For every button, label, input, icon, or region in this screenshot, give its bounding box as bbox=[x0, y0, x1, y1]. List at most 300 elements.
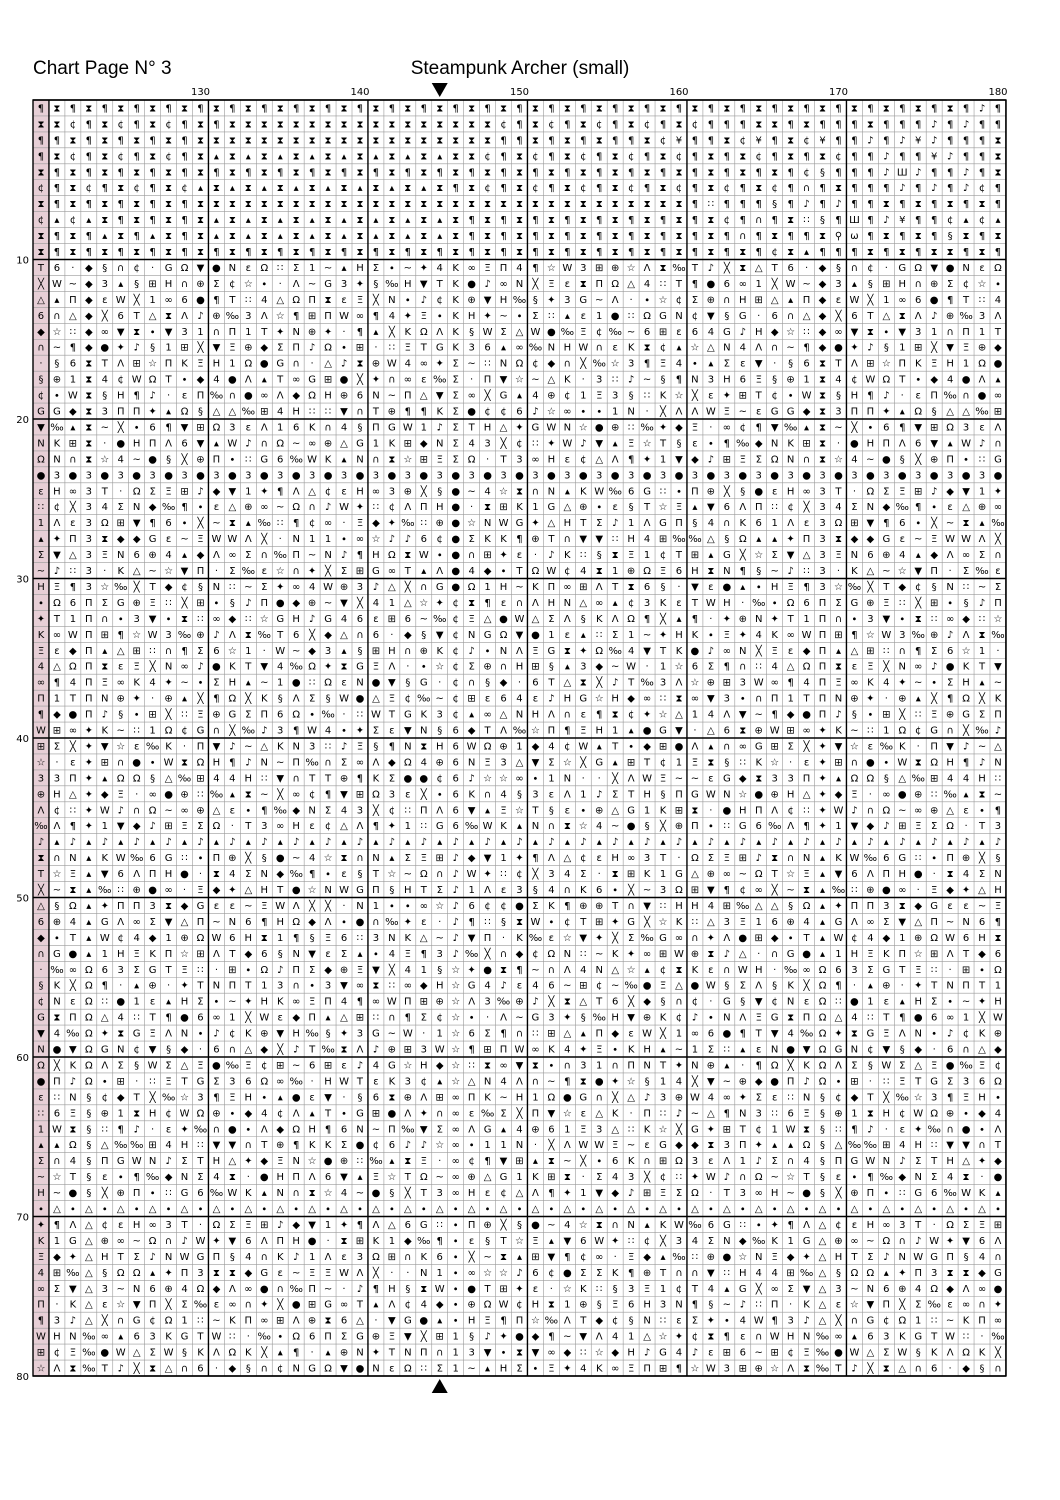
stitch-symbol: ▼ bbox=[276, 773, 285, 785]
stitch-symbol: Ξ bbox=[755, 1012, 762, 1024]
stitch-symbol: ⊞ bbox=[929, 773, 939, 785]
stitch-symbol: ¶ bbox=[739, 215, 746, 227]
stitch-symbol: Λ bbox=[611, 613, 619, 625]
stitch-symbol: ∞ bbox=[595, 597, 604, 609]
stitch-symbol: ⧗ bbox=[388, 247, 396, 259]
stitch-symbol: ¢ bbox=[643, 119, 651, 131]
stitch-symbol: Π bbox=[164, 948, 173, 960]
stitch-symbol: 6 bbox=[627, 1299, 635, 1311]
stitch-symbol: ∩ bbox=[436, 869, 444, 881]
stitch-symbol: Ω bbox=[164, 1315, 173, 1327]
stitch-symbol: 3 bbox=[627, 358, 635, 370]
stitch-symbol: ¢ bbox=[388, 805, 396, 817]
stitch-symbol: ✦ bbox=[786, 534, 795, 546]
stitch-symbol: § bbox=[277, 948, 283, 960]
stitch-symbol: 6 bbox=[787, 1108, 794, 1120]
stitch-symbol: ● bbox=[291, 677, 301, 689]
stitch-symbol: ε bbox=[676, 1315, 682, 1327]
stitch-symbol: ~ bbox=[291, 853, 301, 865]
stitch-symbol: ¢ bbox=[675, 151, 683, 163]
stitch-symbol: 6 bbox=[324, 1172, 332, 1184]
stitch-symbol: Λ bbox=[101, 1060, 109, 1072]
stitch-symbol: ⧗ bbox=[819, 390, 827, 402]
stitch-symbol: ∙ bbox=[771, 597, 778, 609]
stitch-symbol: § bbox=[628, 390, 634, 402]
stitch-symbol: ε bbox=[261, 566, 267, 578]
stitch-symbol: ▴ bbox=[469, 837, 475, 849]
stitch-symbol: ¢ bbox=[596, 119, 603, 131]
stitch-symbol: ~ bbox=[977, 581, 987, 593]
stitch-symbol: Λ bbox=[165, 438, 172, 450]
stitch-symbol: ∷ bbox=[69, 805, 77, 817]
stitch-symbol: 6 bbox=[787, 262, 794, 274]
stitch-symbol: ⧗ bbox=[340, 199, 348, 211]
stitch-symbol: ~ bbox=[914, 534, 923, 546]
stitch-symbol: T bbox=[691, 597, 698, 609]
stitch-symbol: Π bbox=[228, 326, 237, 338]
stitch-symbol: ¶ bbox=[819, 247, 826, 259]
stitch-symbol: K bbox=[484, 534, 491, 546]
stitch-symbol: ⊞ bbox=[483, 550, 492, 562]
stitch-symbol: ~ bbox=[563, 980, 572, 992]
stitch-symbol: ∷ bbox=[356, 1156, 364, 1168]
stitch-symbol: ¶ bbox=[899, 1012, 906, 1024]
stitch-symbol: ⧗ bbox=[165, 900, 173, 912]
stitch-symbol: Ω bbox=[834, 518, 843, 530]
stitch-symbol: Ξ bbox=[101, 550, 108, 562]
stitch-symbol: ¶ bbox=[452, 103, 459, 115]
stitch-symbol: ⧗ bbox=[468, 199, 476, 211]
stitch-symbol: N bbox=[356, 454, 364, 466]
stitch-symbol: · bbox=[438, 677, 442, 689]
stitch-symbol: ▴ bbox=[915, 550, 921, 562]
stitch-symbol: ε bbox=[979, 262, 985, 274]
stitch-symbol: ~ bbox=[435, 693, 444, 705]
stitch-symbol: ✦ bbox=[355, 278, 365, 290]
stitch-symbol: 4 bbox=[803, 1156, 810, 1168]
stitch-symbol: ¢ bbox=[899, 1108, 906, 1120]
stitch-symbol: ╳ bbox=[867, 1363, 874, 1375]
stitch-symbol: ∷ bbox=[723, 821, 731, 833]
stitch-symbol: · bbox=[438, 1156, 442, 1168]
stitch-symbol: ♪ bbox=[835, 709, 842, 721]
stitch-symbol: ∷ bbox=[627, 1235, 635, 1247]
stitch-symbol: ~ bbox=[276, 502, 285, 514]
stitch-symbol: · bbox=[804, 262, 809, 274]
stitch-symbol: ¶ bbox=[946, 1092, 954, 1104]
stitch-symbol: 4 bbox=[803, 677, 810, 689]
stitch-symbol: Ω bbox=[994, 262, 1002, 274]
stitch-symbol: Ω bbox=[691, 853, 699, 865]
stitch-symbol: ▼ bbox=[515, 629, 524, 641]
stitch-symbol: 6 bbox=[388, 1140, 396, 1152]
stitch-symbol: ⧗ bbox=[739, 262, 747, 274]
stitch-symbol: Ω bbox=[930, 932, 938, 944]
stitch-symbol: Ξ bbox=[978, 1219, 986, 1231]
stitch-symbol: 4 bbox=[468, 438, 475, 450]
stitch-symbol: ¶ bbox=[117, 135, 124, 147]
stitch-symbol: ∙ bbox=[324, 869, 332, 881]
stitch-symbol: ¶ bbox=[787, 677, 794, 689]
stitch-symbol: Π bbox=[515, 1315, 524, 1327]
stitch-symbol: ∙ bbox=[962, 454, 970, 466]
stitch-symbol: ▴ bbox=[261, 183, 267, 195]
stitch-symbol: Λ bbox=[978, 374, 986, 386]
stitch-symbol: ● bbox=[116, 996, 126, 1008]
stitch-symbol: ▼ bbox=[707, 693, 715, 705]
stitch-symbol: ╳ bbox=[660, 1028, 667, 1040]
stitch-symbol: ∩ bbox=[994, 1363, 1002, 1375]
stitch-symbol: 4 bbox=[213, 374, 220, 386]
stitch-symbol: ∙ bbox=[580, 805, 587, 817]
stitch-symbol: 3 bbox=[340, 470, 348, 482]
stitch-symbol: W bbox=[36, 725, 46, 737]
stitch-symbol: ▼ bbox=[531, 1347, 540, 1359]
stitch-symbol: ▴ bbox=[405, 215, 411, 227]
stitch-symbol: △ bbox=[148, 1204, 157, 1216]
stitch-symbol: △ bbox=[244, 1204, 253, 1216]
stitch-symbol: ‰ bbox=[209, 789, 224, 801]
stitch-symbol: ✦ bbox=[642, 454, 652, 466]
stitch-symbol: ⧗ bbox=[101, 661, 109, 673]
stitch-symbol: 4 bbox=[277, 661, 284, 673]
stitch-symbol: ☆ bbox=[530, 1315, 540, 1327]
stitch-symbol: ⧗ bbox=[707, 1331, 715, 1343]
stitch-symbol: ∷ bbox=[978, 454, 986, 466]
stitch-symbol: ⊕ bbox=[196, 629, 205, 641]
stitch-symbol: Π bbox=[196, 566, 205, 578]
stitch-symbol: Λ bbox=[532, 1188, 539, 1200]
stitch-symbol: ⧗ bbox=[228, 151, 236, 163]
stitch-symbol: W bbox=[115, 294, 126, 306]
stitch-symbol: ∙ bbox=[931, 853, 938, 865]
stitch-symbol: ∞ bbox=[148, 1219, 157, 1231]
stitch-symbol: ◆ bbox=[403, 629, 412, 641]
stitch-symbol: T bbox=[803, 932, 810, 944]
stitch-symbol: ∙ bbox=[308, 709, 316, 721]
stitch-symbol: Π bbox=[802, 534, 811, 546]
stitch-symbol: ε bbox=[309, 1092, 315, 1104]
stitch-symbol: ☆ bbox=[961, 645, 971, 657]
stitch-symbol: ╳ bbox=[484, 390, 491, 402]
stitch-symbol: T bbox=[197, 1331, 204, 1343]
stitch-symbol: ⊕ bbox=[52, 916, 62, 928]
stitch-symbol: ¶ bbox=[851, 119, 858, 131]
stitch-symbol: ∷ bbox=[659, 1108, 667, 1120]
stitch-symbol: ⊕ bbox=[531, 1124, 540, 1136]
stitch-symbol: ¶ bbox=[739, 566, 746, 578]
stitch-symbol: ⧗ bbox=[643, 199, 651, 211]
stitch-symbol: G bbox=[531, 1012, 540, 1024]
stitch-symbol: ⧗ bbox=[181, 103, 189, 115]
stitch-symbol: Σ bbox=[931, 996, 938, 1008]
stitch-symbol: Λ bbox=[181, 310, 188, 322]
stitch-symbol: Σ bbox=[851, 1060, 858, 1072]
stitch-symbol: § bbox=[883, 773, 889, 785]
stitch-symbol: ⊞ bbox=[307, 1299, 317, 1311]
stitch-symbol: ∷ bbox=[627, 1124, 635, 1136]
stitch-symbol: K bbox=[229, 661, 236, 673]
stitch-symbol: ⊞ bbox=[276, 1315, 285, 1327]
stitch-symbol: ▼ bbox=[643, 900, 651, 912]
stitch-symbol: ╳ bbox=[420, 1331, 427, 1343]
stitch-symbol: ∙ bbox=[612, 885, 619, 897]
stitch-symbol: § bbox=[261, 853, 267, 865]
stitch-symbol: ⧗ bbox=[181, 757, 189, 769]
stitch-symbol: ε bbox=[468, 1235, 475, 1247]
stitch-symbol: 3 bbox=[468, 1347, 475, 1359]
stitch-symbol: G bbox=[403, 709, 412, 721]
stitch-symbol: W bbox=[705, 980, 716, 992]
stitch-symbol: ∷ bbox=[930, 1140, 938, 1152]
stitch-symbol: ¢ bbox=[181, 183, 188, 195]
stitch-symbol: 3 bbox=[819, 550, 826, 562]
stitch-symbol: 4 bbox=[516, 262, 523, 274]
stitch-symbol: 6 bbox=[117, 869, 124, 881]
stitch-symbol: ¶ bbox=[308, 869, 316, 881]
stitch-symbol: ⧗ bbox=[579, 231, 587, 243]
stitch-symbol: ╳ bbox=[277, 1299, 284, 1311]
stitch-symbol: ~ bbox=[260, 677, 269, 689]
stitch-symbol: 4 bbox=[372, 597, 380, 609]
stitch-symbol: Π bbox=[818, 629, 827, 641]
stitch-symbol: ~ bbox=[148, 566, 157, 578]
stitch-symbol: ◆ bbox=[914, 900, 923, 912]
stitch-symbol: ∩ bbox=[324, 757, 332, 769]
stitch-symbol: ♪ bbox=[356, 1283, 364, 1295]
stitch-symbol: ⧗ bbox=[308, 119, 316, 131]
stitch-symbol: ▼ bbox=[579, 932, 588, 944]
stitch-symbol: ∷ bbox=[69, 326, 77, 338]
stitch-symbol: H bbox=[467, 310, 476, 322]
stitch-symbol: ~ bbox=[770, 1172, 779, 1184]
stitch-symbol: 3 bbox=[819, 518, 826, 530]
stitch-symbol: ☆ bbox=[833, 581, 843, 593]
stitch-symbol: · bbox=[55, 757, 59, 769]
stitch-symbol: · bbox=[310, 1076, 314, 1088]
stitch-symbol: △ bbox=[754, 1204, 763, 1216]
stitch-symbol: 3 bbox=[356, 805, 364, 817]
stitch-symbol: ∷ bbox=[261, 773, 268, 785]
stitch-symbol: ◆ bbox=[228, 1363, 237, 1375]
stitch-symbol: 1 bbox=[915, 1315, 922, 1327]
stitch-symbol: ∷ bbox=[962, 1331, 970, 1343]
stitch-symbol: ⧗ bbox=[356, 119, 364, 131]
stitch-symbol: ⧗ bbox=[452, 215, 460, 227]
stitch-symbol: ╳ bbox=[277, 789, 284, 801]
stitch-symbol: 3 bbox=[627, 1283, 635, 1295]
stitch-symbol: △ bbox=[611, 964, 620, 976]
stitch-symbol: ~ bbox=[260, 789, 269, 801]
stitch-symbol: ☆ bbox=[881, 358, 891, 370]
stitch-symbol: 3 bbox=[978, 470, 986, 482]
stitch-symbol: △ bbox=[260, 741, 269, 753]
stitch-symbol: ∙ bbox=[452, 1283, 459, 1295]
stitch-symbol: △ bbox=[962, 502, 970, 514]
stitch-symbol: ☆ bbox=[913, 1092, 923, 1104]
stitch-symbol: ⊞ bbox=[228, 964, 237, 976]
stitch-symbol: 3 bbox=[500, 757, 507, 769]
stitch-symbol: ⧗ bbox=[819, 374, 827, 386]
stitch-symbol: ∩ bbox=[467, 550, 476, 562]
stitch-symbol: H bbox=[946, 1156, 954, 1168]
stitch-symbol: G bbox=[356, 1331, 364, 1343]
stitch-symbol: Ω bbox=[962, 693, 970, 705]
stitch-symbol: ¶ bbox=[643, 613, 651, 625]
stitch-symbol: ⧗ bbox=[643, 215, 651, 227]
stitch-symbol: ╳ bbox=[277, 1044, 284, 1056]
stitch-symbol: 3 bbox=[962, 1076, 970, 1088]
stitch-symbol: ∩ bbox=[611, 1060, 619, 1072]
stitch-symbol: ε bbox=[676, 597, 682, 609]
stitch-symbol: ~ bbox=[722, 1076, 732, 1088]
stitch-symbol: ● bbox=[642, 725, 652, 737]
stitch-symbol: ▴ bbox=[357, 183, 363, 195]
stitch-symbol: Π bbox=[754, 805, 763, 817]
stitch-symbol: ~ bbox=[610, 821, 620, 833]
stitch-symbol: ╳ bbox=[612, 1092, 619, 1104]
stitch-symbol: ♪ bbox=[627, 374, 635, 386]
stitch-symbol: ▴ bbox=[182, 550, 188, 562]
stitch-symbol: ♪ bbox=[420, 1140, 427, 1152]
stitch-symbol: ¶ bbox=[580, 135, 587, 147]
stitch-symbol: ▴ bbox=[245, 151, 251, 163]
stitch-symbol: N bbox=[643, 1060, 651, 1072]
stitch-symbol: · bbox=[709, 422, 713, 434]
stitch-symbol: Σ bbox=[340, 757, 348, 769]
stitch-symbol: ¶ bbox=[723, 231, 731, 243]
stitch-symbol: ~ bbox=[945, 518, 955, 530]
stitch-symbol: ∷ bbox=[962, 581, 970, 593]
stitch-symbol: ¢ bbox=[532, 183, 539, 195]
stitch-symbol: K bbox=[659, 1012, 667, 1024]
stitch-symbol: ✦ bbox=[84, 725, 94, 737]
stitch-symbol: ╳ bbox=[883, 661, 890, 673]
stitch-symbol: ╳ bbox=[37, 278, 44, 290]
stitch-symbol: Ξ bbox=[867, 948, 874, 960]
stitch-symbol: ε bbox=[787, 645, 794, 657]
stitch-symbol: ◆ bbox=[818, 326, 827, 338]
stitch-symbol: 4 bbox=[994, 294, 1002, 306]
stitch-symbol: H bbox=[723, 597, 731, 609]
stitch-symbol: ◆ bbox=[53, 709, 61, 721]
stitch-symbol: ⊞ bbox=[754, 932, 763, 944]
stitch-symbol: · bbox=[868, 789, 872, 801]
stitch-symbol: ¶ bbox=[723, 1108, 731, 1120]
stitch-symbol: ♪ bbox=[867, 837, 874, 849]
stitch-symbol: ¢ bbox=[261, 1060, 268, 1072]
stitch-symbol: ∷ bbox=[181, 853, 188, 865]
stitch-symbol: · bbox=[485, 454, 490, 466]
stitch-symbol: ● bbox=[626, 821, 636, 833]
stitch-symbol: ⊕ bbox=[164, 1283, 173, 1295]
stitch-symbol: Λ bbox=[675, 677, 683, 689]
stitch-symbol: Λ bbox=[228, 629, 236, 641]
stitch-symbol: Σ bbox=[978, 550, 986, 562]
stitch-symbol: ✦ bbox=[323, 326, 333, 338]
stitch-symbol: W bbox=[498, 518, 509, 530]
stitch-symbol: ⧗ bbox=[292, 199, 300, 211]
stitch-symbol: ⊕ bbox=[610, 262, 620, 274]
stitch-symbol: 4 bbox=[340, 1188, 348, 1200]
stitch-symbol: ╳ bbox=[931, 342, 938, 354]
stitch-symbol: ▴ bbox=[820, 900, 826, 912]
stitch-symbol: ☆ bbox=[419, 597, 429, 609]
stitch-symbol: K bbox=[69, 1060, 77, 1072]
stitch-symbol: H bbox=[850, 390, 859, 402]
stitch-symbol: 6 bbox=[994, 948, 1002, 960]
stitch-symbol: ⊞ bbox=[355, 342, 365, 354]
stitch-symbol: K bbox=[404, 326, 412, 338]
stitch-symbol: ∙ bbox=[851, 613, 858, 625]
stitch-symbol: Π bbox=[786, 1076, 795, 1088]
stitch-symbol: H bbox=[276, 1172, 284, 1184]
stitch-symbol: ¶ bbox=[213, 693, 220, 705]
stitch-symbol: ⧗ bbox=[515, 215, 523, 227]
stitch-symbol: ╳ bbox=[835, 1188, 842, 1200]
stitch-symbol: ⊕ bbox=[307, 326, 317, 338]
stitch-symbol: Σ bbox=[691, 294, 699, 306]
stitch-symbol: ‰ bbox=[640, 932, 654, 944]
stitch-symbol: ∞ bbox=[355, 980, 365, 992]
stitch-symbol: ∙ bbox=[883, 1188, 890, 1200]
stitch-symbol: Σ bbox=[739, 980, 746, 992]
stitch-symbol: W bbox=[339, 502, 349, 514]
stitch-symbol: ¶ bbox=[771, 709, 778, 721]
stitch-symbol: · bbox=[342, 1283, 346, 1295]
stitch-symbol: ¶ bbox=[85, 151, 93, 163]
stitch-symbol: ‰ bbox=[672, 1251, 686, 1263]
stitch-symbol: T bbox=[181, 1219, 188, 1231]
stitch-symbol: 1 bbox=[324, 1219, 332, 1231]
stitch-symbol: ✦ bbox=[260, 486, 269, 498]
stitch-symbol: W bbox=[402, 1028, 413, 1040]
stitch-symbol: Ξ bbox=[803, 1347, 810, 1359]
stitch-symbol: ◆ bbox=[212, 486, 221, 498]
stitch-symbol: ¶ bbox=[356, 103, 364, 115]
stitch-symbol: ● bbox=[291, 1092, 301, 1104]
stitch-symbol: Ω bbox=[499, 629, 508, 641]
stitch-symbol: K bbox=[37, 629, 45, 641]
stitch-symbol: ¶ bbox=[962, 247, 970, 259]
stitch-symbol: ‰ bbox=[193, 1124, 208, 1136]
stitch-symbol: 4 bbox=[787, 1028, 794, 1040]
stitch-symbol: K bbox=[627, 1044, 635, 1056]
stitch-symbol: N bbox=[914, 1172, 922, 1184]
stitch-symbol: ☆ bbox=[116, 1299, 126, 1311]
stitch-symbol: Λ bbox=[436, 566, 444, 578]
stitch-symbol: G bbox=[148, 534, 157, 546]
stitch-symbol: ‰ bbox=[672, 262, 686, 274]
stitch-symbol: ∷ bbox=[69, 566, 77, 578]
stitch-symbol: 1 bbox=[835, 821, 842, 833]
stitch-symbol: ∙ bbox=[133, 709, 140, 721]
stitch-symbol: ¶ bbox=[516, 135, 523, 147]
stitch-symbol: K bbox=[611, 1267, 619, 1279]
stitch-symbol: ∞ bbox=[642, 693, 652, 705]
stitch-symbol: Ω bbox=[818, 1076, 827, 1088]
stitch-symbol: ε bbox=[708, 1347, 714, 1359]
stitch-symbol: ~ bbox=[244, 900, 253, 912]
stitch-symbol: 1 bbox=[596, 1060, 603, 1072]
column-label: 170 bbox=[828, 87, 849, 98]
stitch-symbol: ∷ bbox=[229, 1331, 236, 1343]
stitch-symbol: ¶ bbox=[69, 821, 77, 833]
stitch-symbol: ∙ bbox=[899, 613, 906, 625]
stitch-symbol: ▴ bbox=[564, 486, 570, 498]
stitch-symbol: 1 bbox=[149, 294, 156, 306]
stitch-symbol: Λ bbox=[627, 773, 635, 785]
